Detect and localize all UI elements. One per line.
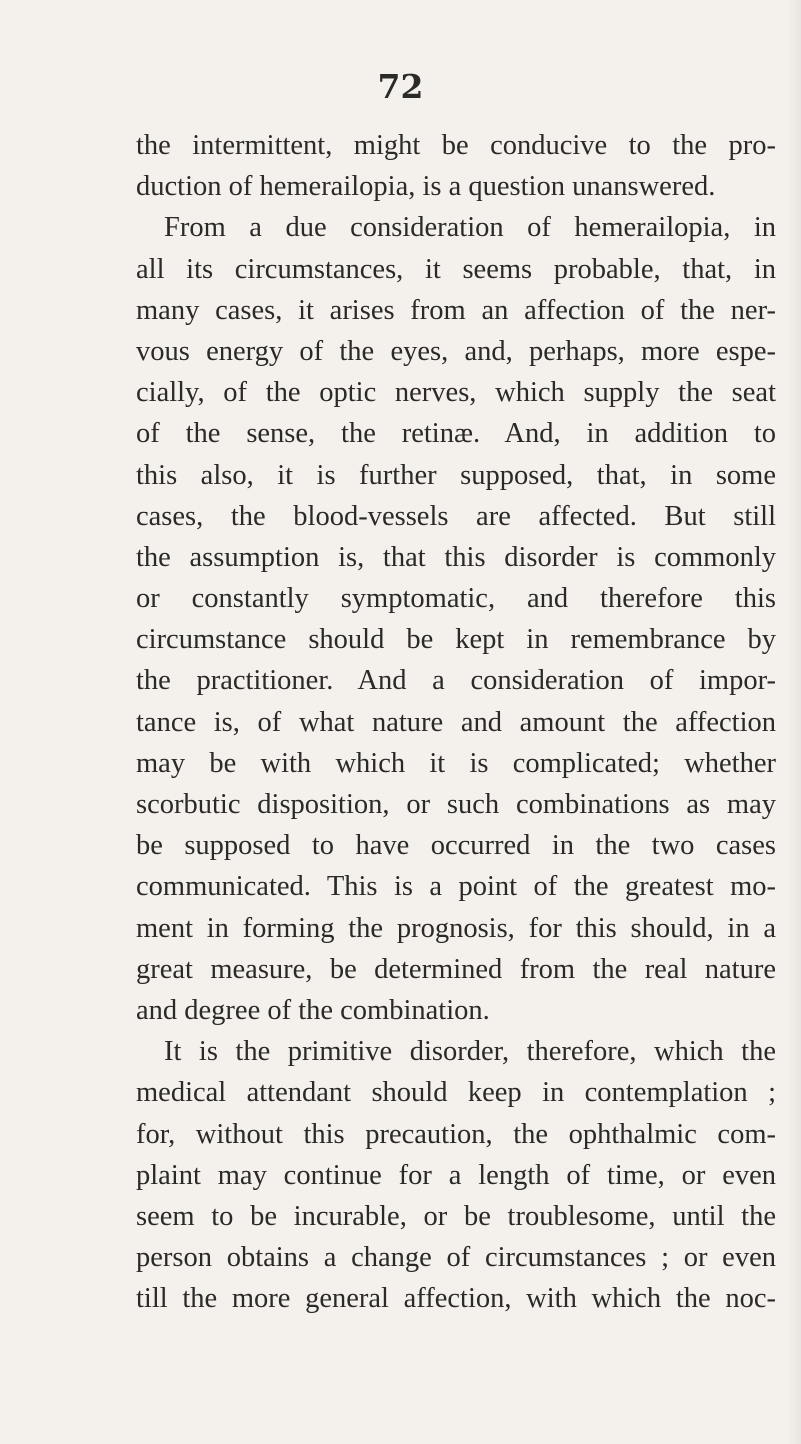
text-line: or constantly symptomatic, and therefore this (136, 583, 776, 615)
text-line: cially, of the optic nerves, which supply the seat (136, 377, 776, 409)
text-line: be supposed to have occurred in the two cases (136, 830, 776, 862)
text-line: the practitioner. And a consideration of impor- (136, 665, 776, 697)
text-line: communicated. This is a point of the greatest mo- (136, 871, 776, 903)
text-line: tance is, of what nature and amount the affection (136, 706, 776, 738)
text-line: the intermittent, might be conducive to the pro- (136, 130, 776, 161)
page-edge-shadow (787, 0, 801, 1444)
text-line: scorbutic disposition, or such combinations as may (136, 789, 776, 820)
text-line: the assumption is, that this disorder is commonly (136, 541, 776, 573)
text-line: many cases, it arises from an affection of the ner- (136, 294, 776, 326)
text-line: great measure, be determined from the real nature (136, 953, 776, 985)
text-line: It is the primitive disorder, therefore, which the (164, 1036, 776, 1068)
text-line: vous energy of the eyes, and, perhaps, more espe- (136, 335, 776, 367)
text-line: cases, the blood-vessels are affected. But still (136, 500, 776, 532)
text-line: seem to be incurable, or be troublesome, until the (136, 1200, 776, 1232)
text-line: duction of hemerailopia, is a question unanswered. (136, 171, 716, 203)
text-line: medical attendant should keep in contemplation ; (136, 1077, 776, 1109)
text-line: may be with which it is complicated; whether (136, 747, 776, 779)
page-number: 72 (377, 67, 424, 106)
text-line: till the more general affection, with which the noc- (136, 1283, 776, 1315)
text-line: ment in forming the prognosis, for this should, in a (136, 912, 776, 944)
text-line: for, without this precaution, the ophthalmic com- (136, 1118, 776, 1150)
text-line: of the sense, the retinæ. And, in addition to (136, 418, 776, 450)
body-text (136, 125, 776, 1319)
text-line: person obtains a change of circumstances ; or even (136, 1242, 776, 1274)
text-line: and degree of the combination. (136, 994, 490, 1026)
text-line: this also, it is further supposed, that, in some (136, 459, 776, 491)
text-line: circumstance should be kept in remembrance by (136, 624, 776, 656)
text-line: all its circumstances, it seems probable, that, in (136, 253, 776, 285)
text-line: plaint may continue for a length of time, or even (136, 1159, 776, 1191)
text-line: From a due consideration of hemerailopia, in (164, 212, 776, 244)
